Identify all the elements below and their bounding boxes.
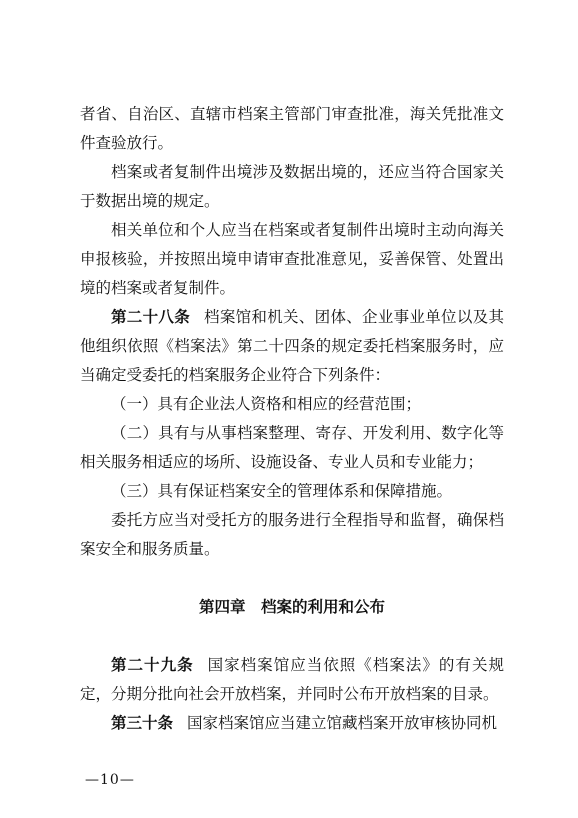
document-body [80, 100, 504, 738]
article-29 [80, 651, 504, 709]
condition-item: （三）具有保证档案安全的管理体系和保障措施。 [111, 482, 453, 500]
article-30-text: 国家档案馆应当建立馆藏档案开放审核协同机 [187, 714, 498, 732]
supervision-paragraph: 委托方应当对受托方的服务进行全程指导和监督，确保档案安全和服务质量。 [80, 511, 504, 558]
article-30-number: 第三十条 [111, 714, 174, 732]
article-29-number: 第二十九条 [111, 656, 194, 674]
condition-item: （二）具有与从事档案整理、寄存、开发利用、数字化等相关服务相适应的场所、设施设备、专业人员和专业能力； [80, 424, 504, 471]
continued-paragraph: 者省、自治区、直辖市档案主管部门审查批准，海关凭批准文件查验放行。 [80, 105, 504, 152]
data-export-paragraph: 档案或者复制件出境涉及数据出境的，还应当符合国家关于数据出境的规定。 [80, 163, 504, 210]
article-30 [80, 709, 504, 738]
article-28-text: 档案馆和机关、团体、企业事业单位以及其他组织依照《档案法》第二十四条的规定委托档案服务时，应当确定受委托的档案服务企业符合下列条件： [80, 308, 504, 384]
chapter-title: 第四章 档案的利用和公布 [198, 598, 385, 616]
article-28-number: 第二十八条 [111, 308, 191, 326]
customs-declaration-paragraph: 相关单位和个人应当在档案或者复制件出境时主动向海关申报核验，并按照出境申请审查批准意见，妥善保管、处置出境的档案或者复制件。 [80, 221, 504, 297]
condition-item: （一）具有企业法人资格和相应的经营范围； [111, 395, 422, 413]
page-number: —10— [85, 772, 135, 788]
article-29-text: 国家档案馆应当依照《档案法》的有关规定，分期分批向社会开放档案，并同时公布开放档案的目录。 [80, 656, 504, 703]
article-28 [80, 303, 504, 390]
